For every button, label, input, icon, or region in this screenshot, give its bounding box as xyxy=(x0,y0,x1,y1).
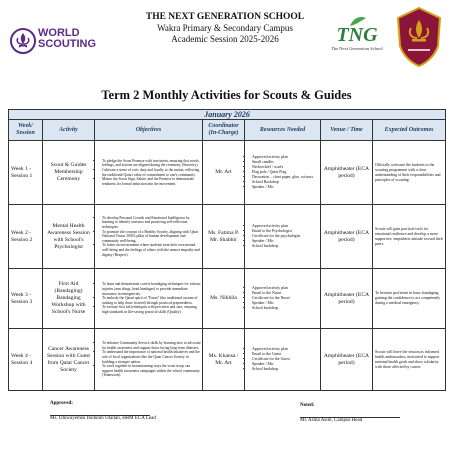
week-cell: Week 2 - Session 2 xyxy=(9,205,43,269)
header-objectives: Objectives xyxy=(95,120,203,141)
scout-badge-icon xyxy=(394,6,444,68)
school-info xyxy=(130,12,320,45)
objectives-cell xyxy=(95,329,203,391)
campus-name: Wakra Primary & Secondary Campus xyxy=(157,23,293,33)
resource-item: • Certificate for the Nurse xyxy=(252,296,319,301)
resource-item: • Email to the Nurse xyxy=(252,291,319,296)
month-row xyxy=(9,110,446,120)
venue-cell: Amphitheater (ECA period) xyxy=(321,269,373,329)
table-row xyxy=(9,329,446,391)
table-header-row xyxy=(9,120,446,141)
school-name: THE NEXT GENERATION SCHOOL xyxy=(145,12,305,22)
outcome-cell: To become proficient in basic bandaging, gaining the confidence to act competently during a medical emergency. xyxy=(373,269,446,329)
resource-item: • Email to the Psychologist xyxy=(252,229,319,234)
week-cell: Week 1 - Session 1 xyxy=(9,141,43,205)
objectives-cell xyxy=(95,141,203,205)
resource-item: • Approved activity plan xyxy=(252,155,319,160)
objective-item: • Cultivate a sense of civic duty and loyalty to the nation, reflecting the traditional Qatari value of commitment to one's community. xyxy=(102,168,201,177)
table-row xyxy=(9,141,446,205)
header-activity: Activity xyxy=(43,120,95,141)
objective-item: • To understand the importance of national health initiatives and the role of local organizations like the Qatar Cancer Society in building a stronger nation. xyxy=(102,350,201,364)
outcome-cell: Officially welcome the students to the scouting programme with a clear understanding of their responsibilities and principles of scouting. xyxy=(373,141,446,205)
objectives-cell xyxy=(95,205,203,269)
coordinator-cell: Ms. Fatima P. Mr. Shabbir xyxy=(203,205,245,269)
coordinator-cell: Mr. Art xyxy=(203,141,245,205)
activities-table xyxy=(8,109,446,391)
coordinator-cell: Ms. Nikhila xyxy=(203,269,245,329)
table-row xyxy=(9,205,446,269)
resources-cell xyxy=(245,141,321,205)
objective-item: • To pledge the Scout Promise with true intent, ensuring that words, feelings, and actions are aligned during the ceremony (Sincerity). xyxy=(102,159,201,168)
outcome-cell: Scouts will leave the session as informed health ambassadors, motivated to support national health goals and show solidarity with those affected by cancer. xyxy=(373,329,446,391)
approved-name: Ms. Oluwayemisi Ibidunni Olaitan, HRM ECA Lead xyxy=(50,416,156,421)
resource-item: • Approved activity plan xyxy=(252,224,319,229)
noted-signature xyxy=(300,403,400,424)
resource-item: • Speaker / Mic xyxy=(252,362,319,367)
objective-item: • To foster an environment where students treat their own mental well-being and the feelings of others with the utmost empathy and dignity (Respect). xyxy=(102,243,201,257)
week-cell: Week 3 - Session 3 xyxy=(9,269,43,329)
activity-cell: Scout & Guides Membership Ceremony xyxy=(43,141,95,205)
resource-item: • Email to the Guest xyxy=(252,352,319,357)
header-coordinator: Coordinator (In-Charge) xyxy=(203,120,245,141)
venue-cell: Amphitheater (ECA period) xyxy=(321,329,373,391)
week-cell: Week 4 - Session 4 xyxy=(9,329,43,391)
month-label: January 2026 xyxy=(9,110,446,120)
resource-item: • Neckerchief / scarfs xyxy=(252,165,319,170)
resource-item: • Certificate for the Guest xyxy=(252,357,319,362)
table-row xyxy=(9,269,446,329)
resources-cell xyxy=(245,329,321,391)
resource-item: • School Backdrop xyxy=(252,180,319,185)
school-logos xyxy=(320,6,448,80)
resource-item: • School backdrop xyxy=(252,306,319,311)
objective-item: • To learn and demonstrate correct bandaging techniques for various injuries (arm slings, head bandages) to provide immediate assistance in emergencies. xyxy=(102,282,201,296)
header-outcomes: Expected Outcomes xyxy=(373,120,446,141)
tng-subtitle: The Next Generation School xyxy=(331,46,383,51)
venue-cell: Amphitheater (ECA period) xyxy=(321,205,373,269)
venue-cell: Amphitheater (ECA period) xyxy=(321,141,373,205)
academic-session: Academic Session 2025-2026 xyxy=(171,34,279,44)
header-week: Week/ Session xyxy=(9,120,43,141)
resource-item: • Approved activity plan xyxy=(252,347,319,352)
objective-item: • To work together in brainstorming ways the scout troop can support health awareness campaigns within the school community (Teamwork). xyxy=(102,364,201,378)
objective-item: • To execute first aid techniques with precision and care, ensuring high standards in life-saving practical skills (Quality). xyxy=(102,305,201,314)
approved-signature xyxy=(50,401,156,422)
resource-item: • Approved activity plan xyxy=(252,286,319,291)
document-header xyxy=(0,0,453,84)
resources-cell xyxy=(245,205,321,269)
outcome-cell: Scouts will gain practical tools for emotional resilience and develop a more supportive, empathetic attitude toward their peers. xyxy=(373,205,446,269)
activity-cell: First Aid (Bandaging) Bandaging Workshop with School's Nurse xyxy=(43,269,95,329)
world-scouting-logo xyxy=(8,22,113,62)
header-resources: Resources Needed xyxy=(245,120,321,141)
objective-item: • To promote the concept of a Healthy Society, aligning with Qatar National Vision 2030's pillar of human development and community well-being. xyxy=(102,230,201,244)
resource-item: • Speaker / Mic xyxy=(252,301,319,306)
resource-item: • Certificate for the psychologist xyxy=(252,234,319,239)
noted-label: Noted: xyxy=(300,403,315,408)
resource-item: • Speaker / Mic xyxy=(252,239,319,244)
logo-text-world: WORLD xyxy=(38,27,80,39)
fleur-de-lis-icon xyxy=(10,28,36,54)
activities-table-wrapper xyxy=(8,109,445,391)
objective-item: • To embody the Qatari spirit of "Fazaa" (the traditional custom of rushing to help those in need) through practical preparedness. xyxy=(102,296,201,305)
objective-item: • Master the Scout Sign, Salute, and the Promise to demonstrate readiness for formal induction into the movement. xyxy=(102,177,201,186)
page-title: Term 2 Monthly Activities for Scouts & Guides xyxy=(101,88,352,102)
coordinator-cell: Ms. Khansa / Mr. Art xyxy=(203,329,245,391)
header-venue: Venue / Time xyxy=(321,120,373,141)
leaf-icon xyxy=(348,16,368,28)
resource-item: • Flag pole / Qatar Flag xyxy=(252,170,319,175)
objective-item: • To develop Personal Growth and Emotional Intelligence by learning to identify stressors and practicing self-reflection techniques. xyxy=(102,216,201,230)
activity-cell: Cancer Awareness Session with Guest from Qatar Cancer Society xyxy=(43,329,95,391)
logo-text-scouting: SCOUTING xyxy=(38,38,97,50)
approved-label: Approved: xyxy=(50,401,73,406)
objectives-cell xyxy=(95,269,203,329)
resource-item: • School backdrop xyxy=(252,367,319,372)
resource-item: • Speaker / Mic xyxy=(252,185,319,190)
resource-item: • Decoration – chart paper, glue, scissors xyxy=(252,175,319,180)
resource-item: • School backdrop xyxy=(252,244,319,249)
objective-item: • To enhance Community Service skills by learning how to advocate for health awareness and support those facing long-term illnesses. xyxy=(102,341,201,350)
resource-item: • Small candles xyxy=(252,160,319,165)
resources-cell xyxy=(245,269,321,329)
tng-logo xyxy=(326,16,388,64)
tng-letters: TNG xyxy=(336,24,378,46)
activity-cell: Mental Health Awareness Session with School's Psychologist xyxy=(43,205,95,269)
noted-name: Mr. Asma Asim, Campus Head xyxy=(300,418,363,423)
